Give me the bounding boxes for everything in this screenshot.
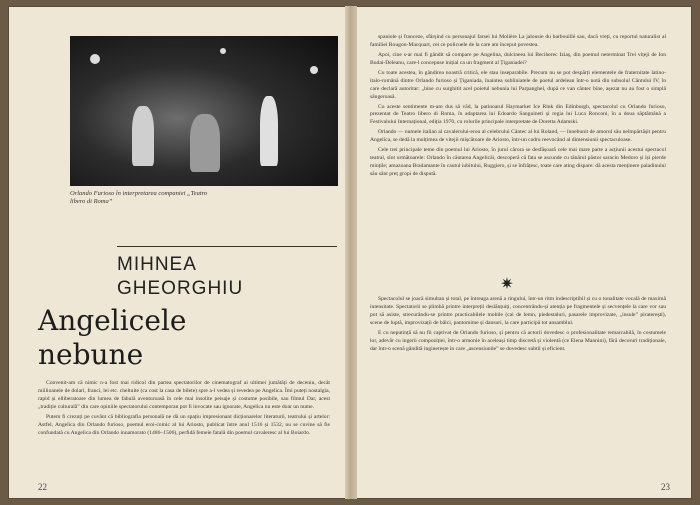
article-title bbox=[38, 304, 288, 371]
paragraph: E cu neputință să nu fii captivat de Orlando furioso, și pentru că actorii dovedesc o profesionalitate remarcabilă, în costumele lor, adevăr cu ingerii compoziției, într-o armonie în aceleași timp discretă și violentă (ce Elena Mannini), fără decoruri tradiționale, dar într-o scenă gândită inginerește în care „ascensiunile” se dovedesc subtil și eficient. bbox=[370, 329, 666, 352]
paragraph: Convenit-am că nimic n-a fost mai ridicol din partea spectatorilor de cinematograf ai ultimei jumătăți de deceniu, decât miilioanele de dolari, franci, lei etc. cheltuite (ca cost la casa de bilete) spre a-l vedea și revedea pe Angelica. Îmi puteți nostalgia, rapid și elliberatoare din lumea de fabulă aventuroasă în cele mai insolite peisaje și costume posibile, sau filmul Dar, acest „tradiție culturală” din care opiniile spectatorului contemporan pot fi invocate sau ignorate, Angelica nu este doar un nume. bbox=[38, 380, 330, 410]
horse-figure bbox=[190, 114, 220, 172]
paragraph: Apoi, cine s-ar mai fi gândit să compare pe Angelina, dulcineea lui Beciherec Iziaș, din poemul neterminat Trei vițeji de Ion Budai-Deleanu, care-l concepuse inițial ca un fragment al Țiganiadei? bbox=[370, 51, 666, 66]
book-spine bbox=[345, 6, 357, 499]
stage-light bbox=[220, 48, 226, 54]
right-body-text-bottom bbox=[370, 296, 666, 356]
paragraph: Cu aceste sentimente m-am dus să văd, la patinoarul Haymarket Ice Rink din Edinburgh, spectacolul cu Orlando furioso, prezentat de Teatro libero di Roma, în adaptarea lui Edoardo Sanguineti și regia lui Luca Ronconi, în a doua săptămână a Festivalului Internațional, ediția 1970, cu rolurile principale interpretate de Doretta Adamski. bbox=[370, 103, 666, 126]
title-line-2: nebune bbox=[38, 337, 144, 371]
right-body-text-top bbox=[370, 34, 666, 181]
section-ornament-icon: ✷ bbox=[500, 276, 514, 293]
stage-photo bbox=[70, 36, 338, 186]
author-first-name: MIHNEA bbox=[117, 254, 197, 275]
right-page bbox=[368, 14, 686, 494]
left-body-text bbox=[38, 380, 330, 440]
page-number-left: 22 bbox=[38, 482, 47, 492]
actor-figure bbox=[132, 106, 154, 166]
author-last-name: GHEORGHIU bbox=[117, 278, 244, 300]
paragraph: Cele trei principale teme din poemul lui Ariosto, în jurul cărora se desfășoară cele mai mare parte a acțiunii acestui spectacol teatral, sînt următoarele: Orlando în căutarea Angelicăi, descoperă că fata se ascunde cu tânărul păstor saracin Medoro și își pierde mințile; amazoana Bradamante în cautul iubitului, Ruggiero, și se înfrățesc, toate care ating dispare: dă acesta menținere paladinului său sânt preț gropi de dispută. bbox=[370, 147, 666, 177]
left-page bbox=[22, 14, 340, 494]
page-number-right: 23 bbox=[661, 482, 670, 492]
paragraph: Putem fi crezuți pe cuvânt că bibliografia personală ne dă un spațiu impresionant dicționarelor literaturii, teatrului și artelor: Astfel, Angelica din Orlando furioso, poemul eroi-comic al lui Ariosto, publicat între anul 1516 și 1532, nu se cuvine să fie confundată cu Angelica din Orlando innamorato (1486–1506), perfidă femeie fatală din poemul cavaleresc al lui Boiardo. bbox=[38, 413, 330, 436]
stage-light bbox=[90, 54, 100, 64]
paragraph: Cu toate acestea, în gândirea noastră critică, ele stau inseparabile. Precum nu se pot despărți elementele de fraternitate latino-italo-română dintre Orlando furioso și Țiganiada, înaintea subliniatele de poetul ardelean într-o notă din subsolul Cântului IV, în care declară autoritar: „bine cu surghitit acel poietul nebunia lui Parpanghel, după ce van cântec bine, așezat nu au fost o simplă sângeroasă. bbox=[370, 69, 666, 100]
paragraph: Orlando — numele italian al cavalerului-erou al celebrului Cântec al lui Roland, — înnebunit de amorul său neîmpărtășit pentru Angelica, se dedă la mulțimea de vitejii mișcătoare de Ariosto, într-un cadru reevocând al dimensiunii spectaculoase. bbox=[370, 129, 666, 144]
photo-caption: Orlando Furioso în interpretarea companiei „Teatro libero di Roma” bbox=[70, 190, 208, 206]
paragraph: Spectacolul se joacă simultan și total, pe întreaga arenă a ringului, într-un ritm indescriptibil și cu o tonalitate vocală de maximă intensitate. Spectatorii se plimbă printre interpreții deslănțuiți, concentrându-și atenția pe fragmentele și secvențele la care vor sau pot să asiste, strecurându-se printre practicabilele mobile (cai de lemn, piedestaluri, pasarele improvizate, „insule” piratereşti), scene de luptă, improvizații de bâlci, pantomime și dansuri, la care participă tot ansamblul. bbox=[370, 296, 666, 326]
author-name bbox=[117, 246, 337, 302]
actor-figure bbox=[260, 96, 278, 166]
paragraph: spaniole și franceze, sfârșind cu personajul farsei lui Molière La jalousie du barbouillé sau, dacă vreți, cu reportul naturalist al familiei Rougon-Macquart, cei ce policuele de la care am început povestea. bbox=[370, 34, 666, 48]
stage-light bbox=[310, 66, 318, 74]
title-line-1: Angelicele bbox=[38, 304, 187, 337]
